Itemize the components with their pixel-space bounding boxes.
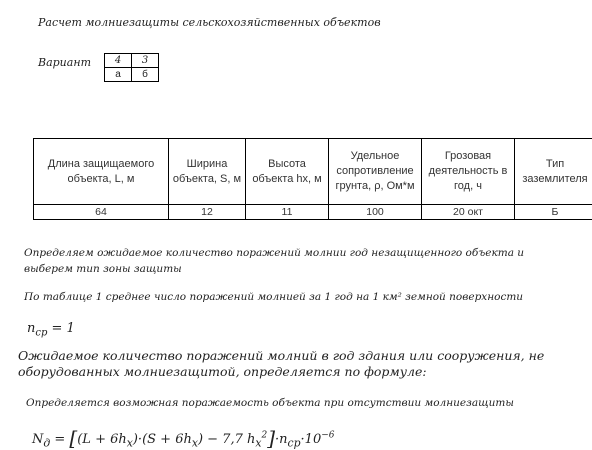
paragraph-formula-intro: Ожидаемое количество поражений молний в год здания или сооружения, не оборудованных молниезащитой, определяется по формуле:: [18, 348, 578, 380]
paragraph-expected-strikes: Определяем ожидаемое количество поражений молнии год незащищенного объекта и выберем тип зоны защиты: [24, 245, 564, 277]
nd-term1-close: )·(S + 6h: [133, 432, 192, 447]
ncp-subscript: ср: [35, 328, 47, 339]
paragraph-average-strikes: По таблице 1 среднее число поражений молнией за 1 год на 1 км² земной поверхности: [24, 291, 523, 303]
value-ground-type: Б: [515, 205, 592, 220]
nd-lhs: N: [32, 432, 43, 447]
header-ground-type: Тип заземлителя: [515, 139, 592, 205]
document-title: Расчет молниезащиты сельскохозяйственных объектов: [38, 16, 381, 29]
ncp-symbol: n: [27, 321, 35, 336]
header-width: Ширина объекта, S, м: [169, 139, 246, 205]
variant-cell: 4: [105, 54, 132, 68]
parameters-data-row: [34, 205, 592, 220]
value-thunderstorm: 20 окт: [422, 205, 515, 220]
nd-tail-sub: ср: [288, 437, 301, 450]
nd-term2-sub: x: [192, 437, 198, 450]
nd-formula: [32, 424, 335, 450]
variant-row-numbers: [105, 54, 159, 68]
variant-row-letters: [105, 68, 159, 82]
value-width: 12: [169, 205, 246, 220]
ncp-formula: [27, 321, 75, 339]
value-resistivity: 100: [329, 205, 422, 220]
value-height: 11: [246, 205, 329, 220]
variant-label: Вариант: [38, 56, 91, 69]
variant-cell: б: [132, 68, 159, 82]
nd-close-bracket: ]: [267, 426, 275, 450]
nd-term2-sup: 2: [261, 431, 267, 441]
value-length: 64: [34, 205, 169, 220]
header-thunderstorm: Грозовая деятельность в год, ч: [422, 139, 515, 205]
variant-cell: 3: [132, 54, 159, 68]
header-length: Длина защищаемого объекта, L, м: [34, 139, 169, 205]
parameters-header-row: [34, 139, 592, 205]
parameters-table: [33, 138, 592, 220]
nd-term2-close: ) − 7,7 h: [198, 432, 255, 447]
nd-tail: ·n: [275, 432, 288, 447]
variant-table: [104, 53, 159, 82]
variant-cell: а: [105, 68, 132, 82]
paragraph-possible-damage: Определяется возможная поражаемость объекта при отсутствии молниезащиты: [26, 397, 514, 409]
nd-open-bracket: [: [69, 426, 77, 450]
nd-exp: −6: [321, 431, 334, 441]
nd-eq: =: [50, 432, 69, 447]
header-height: Высота объекта hx, м: [246, 139, 329, 205]
nd-term1-sub: x: [127, 437, 133, 450]
nd-mult: ·10: [301, 432, 322, 447]
nd-term1: (L + 6h: [77, 432, 127, 447]
nd-term2-sub2: x: [255, 437, 261, 450]
nd-lhs-sub: д: [43, 437, 50, 450]
header-resistivity: Удельное сопротивление грунта, ρ, Ом*м: [329, 139, 422, 205]
ncp-value: = 1: [47, 321, 74, 336]
